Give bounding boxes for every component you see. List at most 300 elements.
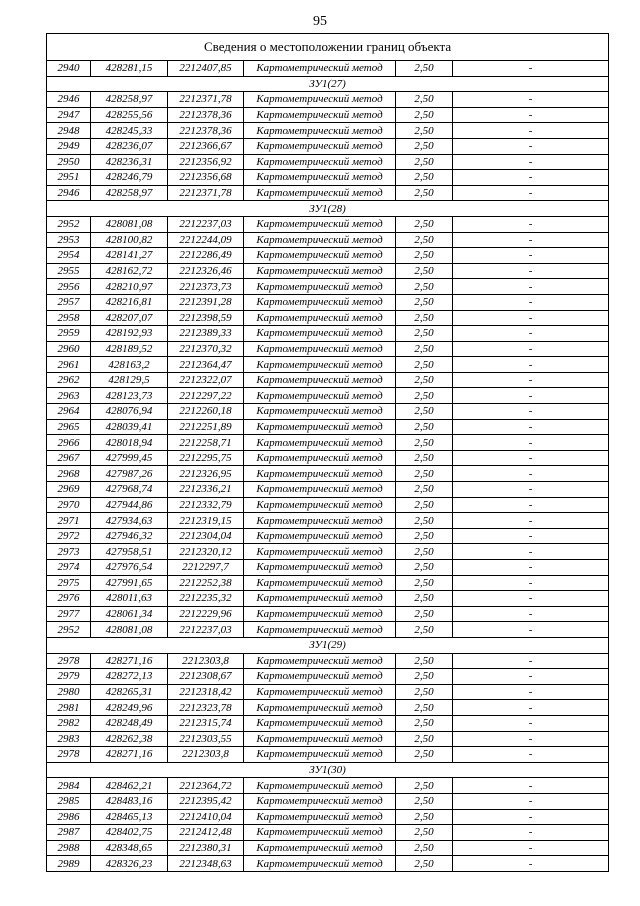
point-number: 2961 [47,357,91,373]
description: - [453,825,609,841]
table-row [47,560,609,576]
group-header-row [47,201,609,217]
y-coordinate: 2212258,71 [168,435,244,451]
point-number: 2971 [47,513,91,529]
x-coordinate: 428162,72 [91,263,168,279]
determination-method: Картометрический метод [244,154,396,170]
table-row [47,622,609,638]
y-coordinate: 2212323,78 [168,700,244,716]
accuracy: 2,50 [396,528,453,544]
description: - [453,123,609,139]
y-coordinate: 2212251,89 [168,419,244,435]
accuracy: 2,50 [396,793,453,809]
y-coordinate: 2212395,42 [168,793,244,809]
accuracy: 2,50 [396,404,453,420]
accuracy: 2,50 [396,606,453,622]
description: - [453,388,609,404]
point-number: 2982 [47,715,91,731]
determination-method: Картометрический метод [244,809,396,825]
x-coordinate: 427987,26 [91,466,168,482]
accuracy: 2,50 [396,731,453,747]
point-number: 2955 [47,263,91,279]
group-header-row [47,762,609,778]
determination-method: Картометрический метод [244,622,396,638]
point-number: 2946 [47,92,91,108]
table-row [47,279,609,295]
description: - [453,747,609,763]
determination-method: Картометрический метод [244,216,396,232]
determination-method: Картометрический метод [244,669,396,685]
y-coordinate: 2212318,42 [168,684,244,700]
point-number: 2976 [47,591,91,607]
point-number: 2988 [47,840,91,856]
determination-method: Картометрический метод [244,700,396,716]
description: - [453,591,609,607]
description: - [453,793,609,809]
description: - [453,700,609,716]
point-number: 2940 [47,61,91,77]
description: - [453,185,609,201]
accuracy: 2,50 [396,372,453,388]
x-coordinate: 428258,97 [91,92,168,108]
determination-method: Картометрический метод [244,357,396,373]
table-row [47,606,609,622]
point-number: 2969 [47,482,91,498]
table-row [47,170,609,186]
table-row [47,341,609,357]
accuracy: 2,50 [396,170,453,186]
x-coordinate: 428245,33 [91,123,168,139]
accuracy: 2,50 [396,357,453,373]
description: - [453,216,609,232]
y-coordinate: 2212391,28 [168,294,244,310]
description: - [453,279,609,295]
accuracy: 2,50 [396,622,453,638]
description: - [453,684,609,700]
group-header-row [47,76,609,92]
description: - [453,528,609,544]
x-coordinate: 428076,94 [91,404,168,420]
y-coordinate: 2212303,55 [168,731,244,747]
description: - [453,669,609,685]
determination-method: Картометрический метод [244,372,396,388]
description: - [453,263,609,279]
accuracy: 2,50 [396,138,453,154]
y-coordinate: 2212356,92 [168,154,244,170]
determination-method: Картометрический метод [244,419,396,435]
description: - [453,61,609,77]
y-coordinate: 2212286,49 [168,248,244,264]
x-coordinate: 428081,08 [91,216,168,232]
table-row [47,809,609,825]
point-number: 2960 [47,341,91,357]
point-number: 2965 [47,419,91,435]
x-coordinate: 428011,63 [91,591,168,607]
x-coordinate: 427968,74 [91,482,168,498]
accuracy: 2,50 [396,435,453,451]
determination-method: Картометрический метод [244,466,396,482]
accuracy: 2,50 [396,419,453,435]
x-coordinate: 427944,86 [91,497,168,513]
y-coordinate: 2212348,63 [168,856,244,872]
accuracy: 2,50 [396,92,453,108]
table-row [47,715,609,731]
description: - [453,731,609,747]
table-row [47,528,609,544]
determination-method: Картометрический метод [244,123,396,139]
accuracy: 2,50 [396,591,453,607]
y-coordinate: 2212315,74 [168,715,244,731]
description: - [453,310,609,326]
table-row [47,747,609,763]
table-row [47,92,609,108]
determination-method: Картометрический метод [244,497,396,513]
description: - [453,138,609,154]
x-coordinate: 428018,94 [91,435,168,451]
accuracy: 2,50 [396,341,453,357]
description: - [453,560,609,576]
x-coordinate: 428271,16 [91,653,168,669]
accuracy: 2,50 [396,669,453,685]
x-coordinate: 428483,16 [91,793,168,809]
group-label: ЗУ1(28) [47,201,609,217]
accuracy: 2,50 [396,700,453,716]
point-number: 2972 [47,528,91,544]
x-coordinate: 428462,21 [91,778,168,794]
table-row [47,216,609,232]
point-number: 2974 [47,560,91,576]
accuracy: 2,50 [396,326,453,342]
x-coordinate: 428265,31 [91,684,168,700]
accuracy: 2,50 [396,482,453,498]
group-label: ЗУ1(27) [47,76,609,92]
point-number: 2962 [47,372,91,388]
point-number: 2964 [47,404,91,420]
description: - [453,107,609,123]
table-row [47,856,609,872]
x-coordinate: 428281,15 [91,61,168,77]
point-number: 2987 [47,825,91,841]
table-row [47,466,609,482]
point-number: 2984 [47,778,91,794]
table-row [47,154,609,170]
accuracy: 2,50 [396,840,453,856]
description: - [453,154,609,170]
description: - [453,497,609,513]
y-coordinate: 2212303,8 [168,747,244,763]
point-number: 2975 [47,575,91,591]
accuracy: 2,50 [396,123,453,139]
x-coordinate: 428189,52 [91,341,168,357]
point-number: 2981 [47,700,91,716]
x-coordinate: 427958,51 [91,544,168,560]
determination-method: Картометрический метод [244,341,396,357]
accuracy: 2,50 [396,684,453,700]
x-coordinate: 428081,08 [91,622,168,638]
table-row [47,294,609,310]
x-coordinate: 428271,16 [91,747,168,763]
description: - [453,450,609,466]
determination-method: Картометрический метод [244,232,396,248]
table-row [47,419,609,435]
description: - [453,606,609,622]
point-number: 2951 [47,170,91,186]
determination-method: Картометрический метод [244,404,396,420]
x-coordinate: 428258,97 [91,185,168,201]
y-coordinate: 2212235,32 [168,591,244,607]
x-coordinate: 428100,82 [91,232,168,248]
y-coordinate: 2212389,33 [168,326,244,342]
x-coordinate: 428255,56 [91,107,168,123]
group-header-row [47,637,609,653]
table-row [47,497,609,513]
y-coordinate: 2212252,38 [168,575,244,591]
accuracy: 2,50 [396,575,453,591]
point-number: 2950 [47,154,91,170]
accuracy: 2,50 [396,513,453,529]
y-coordinate: 2212412,48 [168,825,244,841]
determination-method: Картометрический метод [244,856,396,872]
x-coordinate: 428326,23 [91,856,168,872]
point-number: 2952 [47,622,91,638]
accuracy: 2,50 [396,715,453,731]
point-number: 2956 [47,279,91,295]
description: - [453,435,609,451]
description: - [453,778,609,794]
accuracy: 2,50 [396,388,453,404]
description: - [453,482,609,498]
y-coordinate: 2212410,04 [168,809,244,825]
y-coordinate: 2212407,85 [168,61,244,77]
description: - [453,170,609,186]
point-number: 2973 [47,544,91,560]
description: - [453,404,609,420]
accuracy: 2,50 [396,107,453,123]
x-coordinate: 428039,41 [91,419,168,435]
x-coordinate: 428207,07 [91,310,168,326]
x-coordinate: 428262,38 [91,731,168,747]
description: - [453,466,609,482]
x-coordinate: 428246,79 [91,170,168,186]
point-number: 2957 [47,294,91,310]
determination-method: Картометрический метод [244,138,396,154]
y-coordinate: 2212371,78 [168,92,244,108]
point-number: 2958 [47,310,91,326]
x-coordinate: 428129,5 [91,372,168,388]
y-coordinate: 2212398,59 [168,310,244,326]
y-coordinate: 2212295,75 [168,450,244,466]
determination-method: Картометрический метод [244,825,396,841]
y-coordinate: 2212244,09 [168,232,244,248]
x-coordinate: 427999,45 [91,450,168,466]
table-title: Сведения о местоположении границ объекта [47,34,609,61]
determination-method: Картометрический метод [244,248,396,264]
table-row [47,435,609,451]
table-row [47,684,609,700]
x-coordinate: 428348,65 [91,840,168,856]
point-number: 2948 [47,123,91,139]
accuracy: 2,50 [396,809,453,825]
point-number: 2959 [47,326,91,342]
point-number: 2983 [47,731,91,747]
table-row [47,669,609,685]
accuracy: 2,50 [396,450,453,466]
accuracy: 2,50 [396,825,453,841]
x-coordinate: 428249,96 [91,700,168,716]
accuracy: 2,50 [396,560,453,576]
table-row [47,263,609,279]
determination-method: Картометрический метод [244,575,396,591]
description: - [453,326,609,342]
point-number: 2986 [47,809,91,825]
point-number: 2967 [47,450,91,466]
table-row [47,61,609,77]
x-coordinate: 428061,34 [91,606,168,622]
determination-method: Картометрический метод [244,185,396,201]
description: - [453,341,609,357]
description: - [453,92,609,108]
description: - [453,294,609,310]
x-coordinate: 428236,07 [91,138,168,154]
y-coordinate: 2212378,36 [168,123,244,139]
y-coordinate: 2212371,78 [168,185,244,201]
determination-method: Картометрический метод [244,653,396,669]
table-row [47,404,609,420]
accuracy: 2,50 [396,497,453,513]
y-coordinate: 2212260,18 [168,404,244,420]
accuracy: 2,50 [396,154,453,170]
table-title-row [47,34,609,61]
y-coordinate: 2212229,96 [168,606,244,622]
y-coordinate: 2212364,47 [168,357,244,373]
x-coordinate: 428123,73 [91,388,168,404]
determination-method: Картометрический метод [244,528,396,544]
accuracy: 2,50 [396,778,453,794]
y-coordinate: 2212320,12 [168,544,244,560]
point-number: 2985 [47,793,91,809]
table-row [47,450,609,466]
table-row [47,840,609,856]
determination-method: Картометрический метод [244,482,396,498]
determination-method: Картометрический метод [244,684,396,700]
y-coordinate: 2212366,67 [168,138,244,154]
accuracy: 2,50 [396,544,453,560]
point-number: 2946 [47,185,91,201]
determination-method: Картометрический метод [244,326,396,342]
table-row [47,575,609,591]
determination-method: Картометрический метод [244,310,396,326]
accuracy: 2,50 [396,185,453,201]
accuracy: 2,50 [396,216,453,232]
table-row [47,107,609,123]
determination-method: Картометрический метод [244,435,396,451]
description: - [453,856,609,872]
determination-method: Картометрический метод [244,388,396,404]
determination-method: Картометрический метод [244,279,396,295]
y-coordinate: 2212237,03 [168,622,244,638]
table-row [47,388,609,404]
description: - [453,653,609,669]
x-coordinate: 427991,65 [91,575,168,591]
table-row [47,825,609,841]
accuracy: 2,50 [396,466,453,482]
table-row [47,248,609,264]
determination-method: Картометрический метод [244,606,396,622]
y-coordinate: 2212303,8 [168,653,244,669]
accuracy: 2,50 [396,248,453,264]
point-number: 2978 [47,653,91,669]
description: - [453,840,609,856]
y-coordinate: 2212237,03 [168,216,244,232]
point-number: 2953 [47,232,91,248]
x-coordinate: 428192,93 [91,326,168,342]
x-coordinate: 428141,27 [91,248,168,264]
determination-method: Картометрический метод [244,793,396,809]
point-number: 2989 [47,856,91,872]
determination-method: Картометрический метод [244,731,396,747]
x-coordinate: 427976,54 [91,560,168,576]
y-coordinate: 2212319,15 [168,513,244,529]
y-coordinate: 2212378,36 [168,107,244,123]
table-row [47,138,609,154]
table-row [47,357,609,373]
table-row [47,482,609,498]
determination-method: Картометрический метод [244,591,396,607]
point-number: 2954 [47,248,91,264]
table-row [47,372,609,388]
page-number: 95 [313,14,327,29]
accuracy: 2,50 [396,61,453,77]
description: - [453,372,609,388]
table-row [47,326,609,342]
point-number: 2980 [47,684,91,700]
description: - [453,575,609,591]
boundary-table [46,33,609,872]
y-coordinate: 2212373,73 [168,279,244,295]
determination-method: Картометрический метод [244,263,396,279]
description: - [453,357,609,373]
point-number: 2978 [47,747,91,763]
table-row [47,700,609,716]
x-coordinate: 428216,81 [91,294,168,310]
x-coordinate: 428402,75 [91,825,168,841]
description: - [453,232,609,248]
determination-method: Картометрический метод [244,715,396,731]
x-coordinate: 428236,31 [91,154,168,170]
determination-method: Картометрический метод [244,560,396,576]
table-row [47,793,609,809]
determination-method: Картометрический метод [244,61,396,77]
accuracy: 2,50 [396,747,453,763]
point-number: 2949 [47,138,91,154]
point-number: 2979 [47,669,91,685]
determination-method: Картометрический метод [244,170,396,186]
table-row [47,232,609,248]
table-row [47,123,609,139]
accuracy: 2,50 [396,310,453,326]
x-coordinate: 427934,63 [91,513,168,529]
y-coordinate: 2212380,31 [168,840,244,856]
table-row [47,778,609,794]
y-coordinate: 2212297,22 [168,388,244,404]
y-coordinate: 2212326,95 [168,466,244,482]
accuracy: 2,50 [396,279,453,295]
determination-method: Картометрический метод [244,294,396,310]
table-row [47,731,609,747]
x-coordinate: 428465,13 [91,809,168,825]
point-number: 2952 [47,216,91,232]
table-row [47,653,609,669]
